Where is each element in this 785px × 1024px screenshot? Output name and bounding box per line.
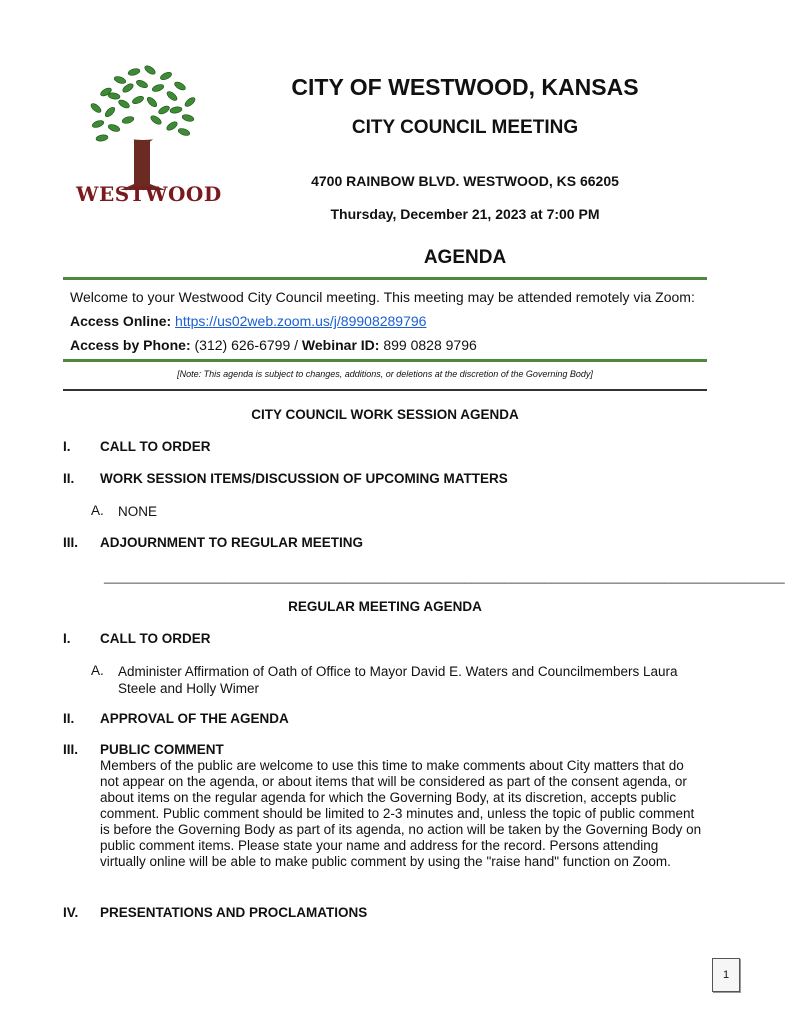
work-session-title: CITY COUNCIL WORK SESSION AGENDA [251, 407, 519, 422]
phone-number: (312) 626-6799 / [194, 337, 299, 353]
divider-mid [63, 359, 707, 362]
reg-item-num: I. [63, 631, 71, 646]
reg-item-num: III. [63, 742, 79, 757]
access-phone-label: Access by Phone: [70, 337, 191, 353]
regular-meeting-title: REGULAR MEETING AGENDA [288, 599, 482, 614]
city-title: CITY OF WESTWOOD, KANSAS [291, 74, 639, 100]
meeting-address: 4700 RAINBOW BLVD. WESTWOOD, KS 66205 [311, 173, 619, 189]
meeting-title: CITY COUNCIL MEETING [351, 117, 579, 138]
ws-item-num: II. [63, 471, 75, 486]
reg-item-label: APPROVAL OF THE AGENDA [100, 711, 289, 726]
meeting-datetime: Thursday, December 21, 2023 at 7:00 PM [330, 206, 600, 222]
access-phone-line [70, 337, 477, 353]
reg-subitem-label: A. [91, 663, 104, 678]
ws-item-label: WORK SESSION ITEMS/DISCUSSION OF UPCOMING MATTERS [100, 471, 508, 486]
logo-wordmark: WESTWOOD [76, 182, 222, 206]
ws-item-label: ADJOURNMENT TO REGULAR MEETING [100, 535, 364, 550]
page-number: 1 [712, 958, 740, 992]
reg-item-label: PUBLIC COMMENT [100, 742, 224, 757]
section-divider: ______________________________________________________________________________________________________ [104, 570, 785, 584]
zoom-link[interactable]: https://us02web.zoom.us/j/89908289796 [175, 313, 427, 329]
ws-item-num: III. [63, 535, 79, 550]
agenda-note: [Note: This agenda is subject to changes, additions, or deletions at the discretion of the Governing Body] [177, 369, 593, 379]
webinar-id: 899 0828 9796 [383, 337, 477, 353]
webinar-label: Webinar ID: [301, 337, 380, 353]
divider-bottom [63, 389, 707, 391]
welcome-text: Welcome to your Westwood City Council meeting. This meeting may be attended remotely via Zoom: [70, 289, 695, 305]
ws-subitem-text: NONE [118, 504, 158, 519]
access-online-line [70, 313, 426, 329]
public-comment-text: Members of the public are welcome to use this time to make comments about City matters that do not appear on the agenda, or about items that will be considered as part of the consent agenda, or about items on the regular agenda for which the Governing Body, at its discretion, accepts public comment. Public comment should be limited to 2-3 minutes and, unless the topic of public comment is before the Governing Body as part of its agenda, no action will be taken by the Governing Body on public comment items. Please state your name and address for the record. Persons attending virtually online will be able to make public comment by using the "raise hand" function on Zoom. [100, 758, 702, 869]
ws-item-num: I. [63, 439, 71, 454]
reg-item-label: CALL TO ORDER [100, 631, 211, 646]
reg-item-num: II. [63, 711, 75, 726]
reg-item-label: PRESENTATIONS AND PROCLAMATIONS [100, 905, 368, 920]
ws-item-label: CALL TO ORDER [100, 439, 211, 454]
divider-top [63, 277, 707, 280]
reg-subitem-text: Administer Affirmation of Oath of Office to Mayor David E. Waters and Councilmembers Laura Steele and Holly Wimer [118, 664, 678, 696]
access-online-label: Access Online: [70, 313, 172, 329]
ws-subitem-label: A. [91, 503, 104, 518]
reg-item-num: IV. [63, 905, 79, 920]
agenda-title: AGENDA [423, 247, 507, 268]
